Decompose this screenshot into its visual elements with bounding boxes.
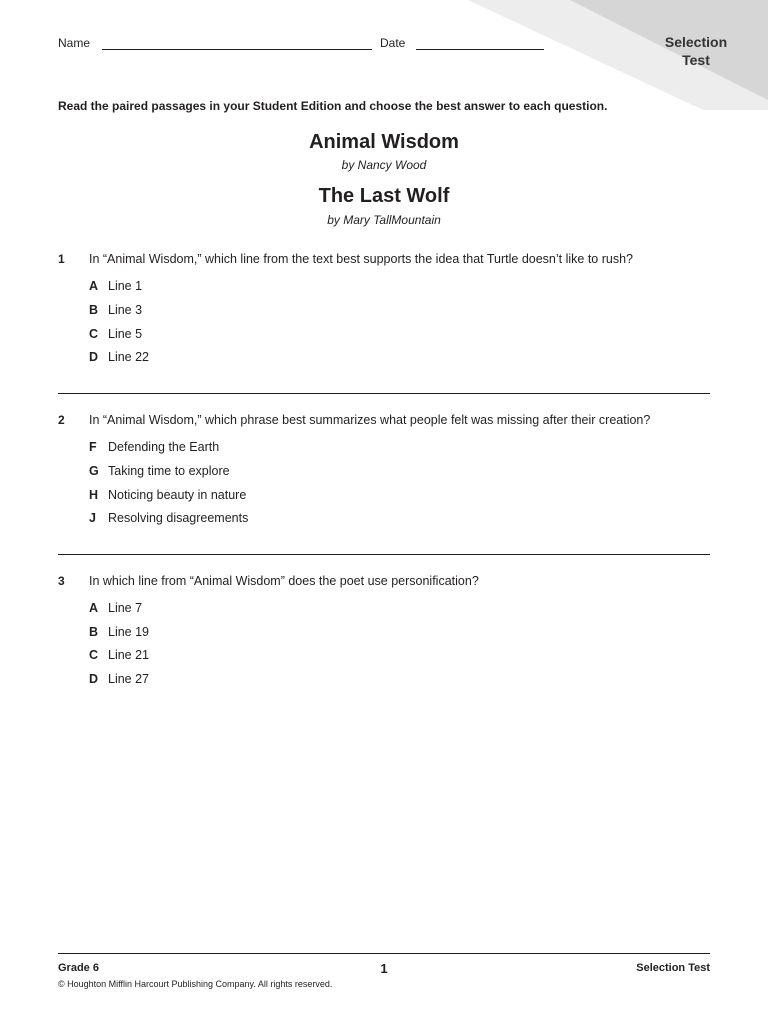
choice-letter: D [89, 672, 99, 686]
passage-author-2: by Mary TallMountain [327, 213, 441, 227]
answer-choice-c[interactable] [89, 648, 149, 662]
choice-text: Defending the Earth [108, 440, 220, 454]
answer-choice-j[interactable] [89, 511, 248, 525]
question-divider [58, 393, 710, 394]
choice-text: Line 22 [108, 350, 150, 364]
choice-text: Line 21 [108, 648, 150, 662]
answer-choice-d[interactable] [89, 672, 149, 686]
question-text: In “Animal Wisdom,” which phrase best summarizes what people felt was missing after their creation? [89, 413, 651, 427]
date-field[interactable] [416, 49, 544, 50]
name-field[interactable] [102, 49, 372, 50]
question-number: 1 [58, 252, 65, 266]
question-divider [58, 554, 710, 555]
passage-author-1: by Nancy Wood [341, 158, 427, 172]
choice-letter: H [89, 488, 99, 502]
question-number: 3 [58, 574, 65, 588]
choice-text: Line 7 [108, 601, 143, 615]
choice-letter: A [89, 601, 99, 615]
choice-text: Line 3 [108, 303, 143, 317]
answer-choice-b[interactable] [89, 625, 149, 639]
choice-letter: D [89, 350, 99, 364]
choice-letter: C [89, 648, 99, 662]
answer-choice-d[interactable] [89, 350, 149, 364]
passage-title-2: The Last Wolf [318, 185, 450, 207]
choice-text: Line 5 [108, 327, 143, 341]
choice-text: Line 27 [108, 672, 150, 686]
answer-choice-f[interactable] [89, 440, 219, 454]
grade-label: Grade 6 [58, 962, 99, 974]
choice-text: Line 19 [108, 625, 150, 639]
answer-choice-a[interactable] [89, 279, 142, 293]
page-number: 1 [380, 961, 388, 976]
choice-text: Line 1 [108, 279, 143, 293]
choice-letter: C [89, 327, 99, 341]
choice-letter: A [89, 279, 99, 293]
choice-letter: F [89, 440, 97, 454]
answer-choice-a[interactable] [89, 601, 142, 615]
answer-choice-c[interactable] [89, 327, 142, 341]
choice-letter: J [89, 511, 96, 525]
date-label: Date [380, 36, 406, 50]
instructions: Read the paired passages in your Student Edition and choose the best answer to each question. [58, 99, 608, 113]
choice-text: Taking time to explore [108, 464, 230, 478]
copyright-notice: © Houghton Mifflin Harcourt Publishing Company. All rights reserved. [58, 979, 333, 989]
question-number: 2 [58, 413, 65, 427]
footer-label: Selection Test [636, 962, 710, 974]
answer-choice-h[interactable] [89, 488, 246, 502]
choice-text: Noticing beauty in nature [108, 488, 247, 502]
selection-test-label: Selection Test [664, 34, 728, 68]
answer-choice-g[interactable] [89, 464, 230, 478]
passage-title-1: Animal Wisdom [309, 131, 459, 153]
choice-letter: G [89, 464, 99, 478]
choice-letter: B [89, 303, 99, 317]
question-text: In which line from “Animal Wisdom” does the poet use personification? [89, 574, 479, 588]
name-label: Name [58, 36, 91, 50]
choice-text: Resolving disagreements [108, 511, 249, 525]
question-text: In “Animal Wisdom,” which line from the text best supports the idea that Turtle doesn’t like to rush? [89, 252, 634, 266]
footer-divider [58, 953, 710, 954]
choice-letter: B [89, 625, 99, 639]
answer-choice-b[interactable] [89, 303, 142, 317]
